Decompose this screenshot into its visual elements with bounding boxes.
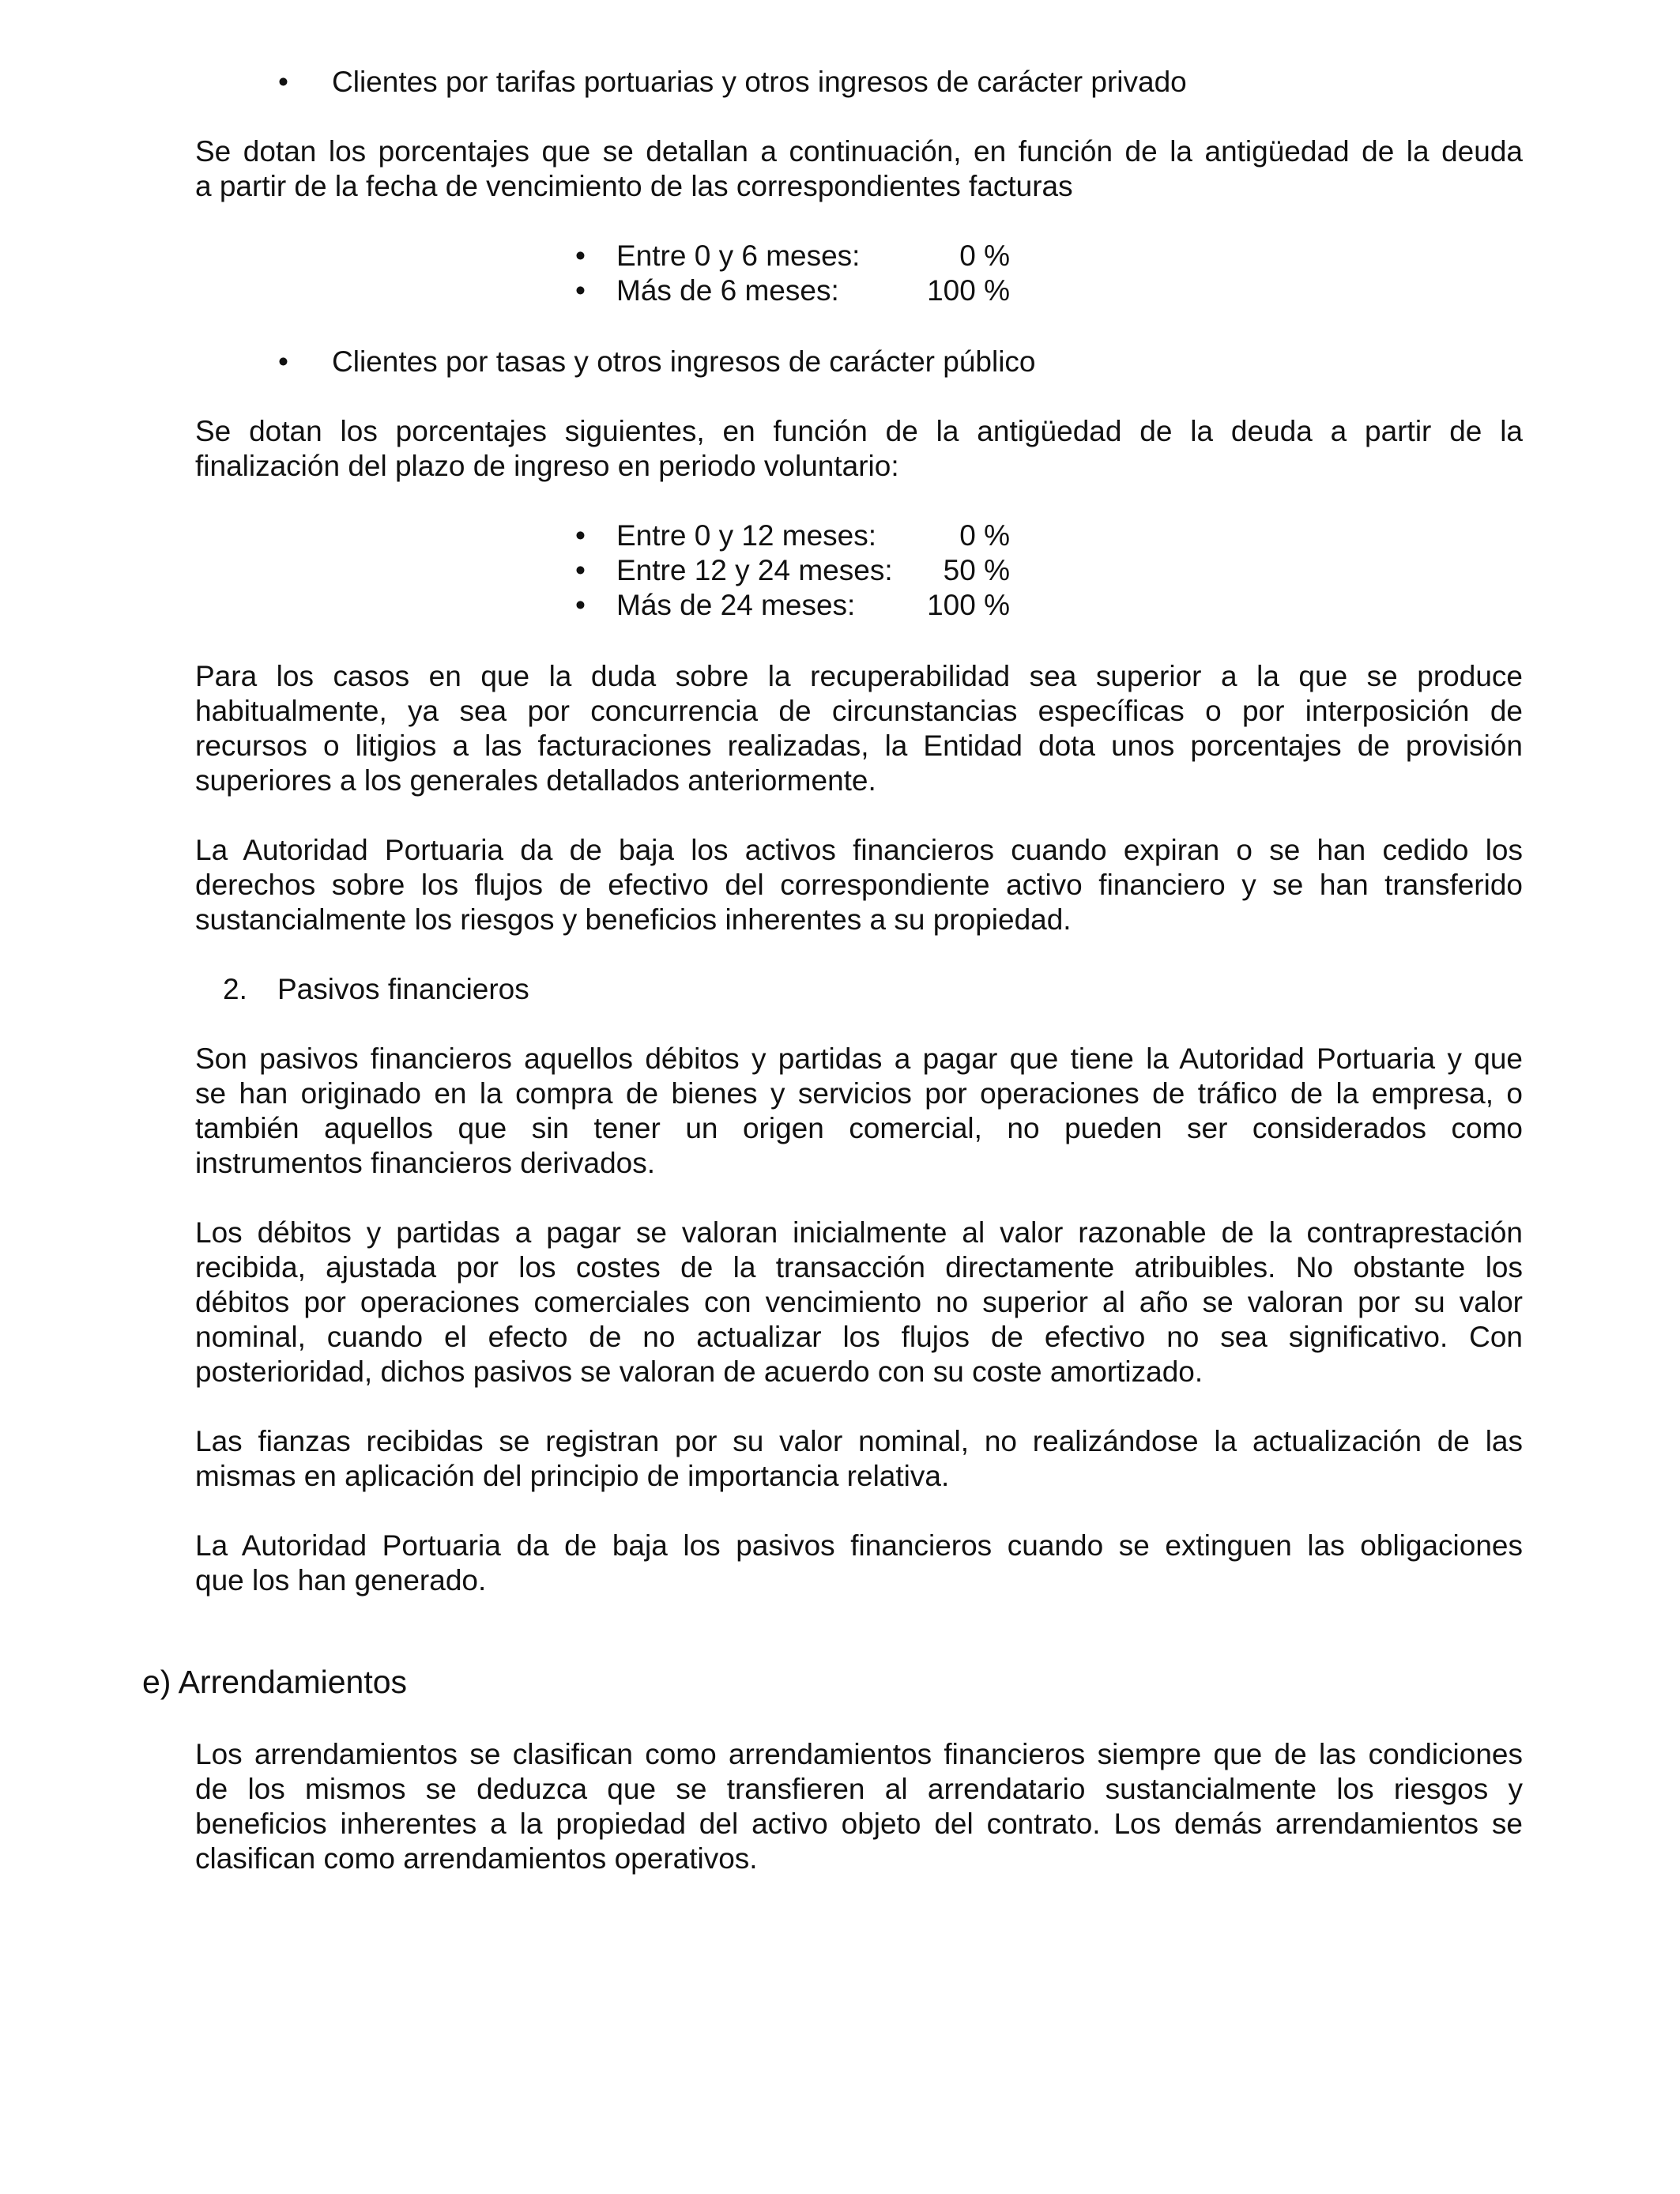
bullet-icon: •: [575, 274, 586, 307]
private-clients-bullet: Clientes por tarifas portuarias y otros ingresos de carácter privado: [332, 66, 1187, 98]
paragraph-line: Los débitos y partidas a pagar se valoran inicialmente al valor razonable de la contraprestación: [195, 1216, 1523, 1249]
paragraph-line: instrumentos financieros derivados.: [195, 1147, 656, 1179]
paragraph-line: se han originado en la compra de bienes y servicios por operaciones de tráfico de la empresa, o: [195, 1077, 1523, 1110]
rate-value: 50 %: [943, 554, 1010, 586]
rate-label: Entre 12 y 24 meses:: [616, 554, 893, 586]
paragraph-line: Se dotan los porcentajes que se detallan a continuación, en función de la antigüedad de la deuda: [195, 135, 1523, 168]
leases-heading: e) Arrendamientos: [142, 1664, 408, 1700]
rate-label: Más de 24 meses:: [616, 589, 856, 621]
public-clients-bullet: Clientes por tasas y otros ingresos de carácter público: [332, 345, 1036, 378]
paragraph-line: recibida, ajustada por los costes de la transacción directamente atribuibles. No obstante los: [195, 1251, 1523, 1284]
paragraph-line: derechos sobre los flujos de efectivo del correspondiente activo financiero y se han transferido: [195, 869, 1523, 901]
bullet-icon: •: [575, 519, 586, 552]
rate-value: 0 %: [959, 239, 1010, 272]
rate-row: [575, 588, 1010, 623]
paragraph-line: beneficios inherentes a la propiedad del activo objeto del contrato. Los demás arrendamientos se: [195, 1808, 1523, 1840]
paragraph-line: recursos o litigios a las facturaciones realizadas, la Entidad dota unos porcentajes de provisión: [195, 729, 1523, 762]
heading-number: 2.: [223, 973, 247, 1005]
bullet-icon: •: [575, 589, 586, 621]
rate-label: Entre 0 y 6 meses:: [616, 239, 861, 272]
bullet-icon: •: [575, 554, 586, 586]
rate-label: Más de 6 meses:: [616, 274, 839, 307]
paragraph-line: finalización del plazo de ingreso en periodo voluntario:: [195, 450, 899, 482]
bullet-icon: •: [575, 239, 586, 272]
paragraph-line: clasifican como arrendamientos operativos.: [195, 1842, 758, 1875]
paragraph-line: La Autoridad Portuaria da de baja los pasivos financieros cuando se extinguen las obligaciones: [195, 1529, 1523, 1562]
rate-label: Entre 0 y 12 meses:: [616, 519, 877, 552]
paragraph-line: Se dotan los porcentajes siguientes, en función de la antigüedad de la deuda a partir de la: [195, 415, 1523, 447]
rate-value: 0 %: [959, 519, 1010, 552]
paragraph-line: también aquellos que sin tener un origen comercial, no pueden ser considerados como: [195, 1112, 1523, 1144]
heading-text: Pasivos financieros: [277, 973, 529, 1005]
paragraph-line: La Autoridad Portuaria da de baja los activos financieros cuando expiran o se han cedido los: [195, 834, 1523, 866]
paragraph-line: Para los casos en que la duda sobre la recuperabilidad sea superior a la que se produce: [195, 660, 1523, 692]
rate-row: [575, 518, 1010, 553]
paragraph-line: superiores a los generales detallados anteriormente.: [195, 764, 876, 797]
rate-row: [575, 239, 1010, 273]
bullet-icon: •: [278, 66, 288, 98]
paragraph-line: débitos por operaciones comerciales con vencimiento no superior al año se valoran por su valor: [195, 1286, 1523, 1318]
paragraph-line: sustancialmente los riesgos y beneficios inherentes a su propiedad.: [195, 903, 1072, 936]
paragraph-line: de los mismos se deduzca que se transfieren al arrendatario sustancialmente los riesgos y: [195, 1773, 1523, 1805]
paragraph-line: habitualmente, ya sea por concurrencia de circunstancias específicas o por interposición de: [195, 695, 1523, 727]
rate-row: [575, 553, 1010, 588]
paragraph-line: Son pasivos financieros aquellos débitos y partidas a pagar que tiene la Autoridad Portuaria y que: [195, 1042, 1523, 1075]
paragraph-line: a partir de la fecha de vencimiento de las correspondientes facturas: [195, 170, 1073, 202]
paragraph-line: Las fianzas recibidas se registran por su valor nominal, no realizándose la actualización de las: [195, 1425, 1523, 1457]
paragraph-line: nominal, cuando el efecto de no actualizar los flujos de efectivo no sea significativo. Con: [195, 1321, 1523, 1353]
paragraph-line: mismas en aplicación del principio de importancia relativa.: [195, 1460, 950, 1492]
rate-value: 100 %: [927, 589, 1010, 621]
paragraph-line: Los arrendamientos se clasifican como arrendamientos financieros siempre que de las condiciones: [195, 1738, 1523, 1770]
paragraph-line: posterioridad, dichos pasivos se valoran de acuerdo con su coste amortizado.: [195, 1355, 1203, 1388]
paragraph-line: que los han generado.: [195, 1564, 487, 1596]
bullet-icon: •: [278, 345, 288, 378]
rate-value: 100 %: [927, 274, 1010, 307]
rate-row: [575, 273, 1010, 308]
